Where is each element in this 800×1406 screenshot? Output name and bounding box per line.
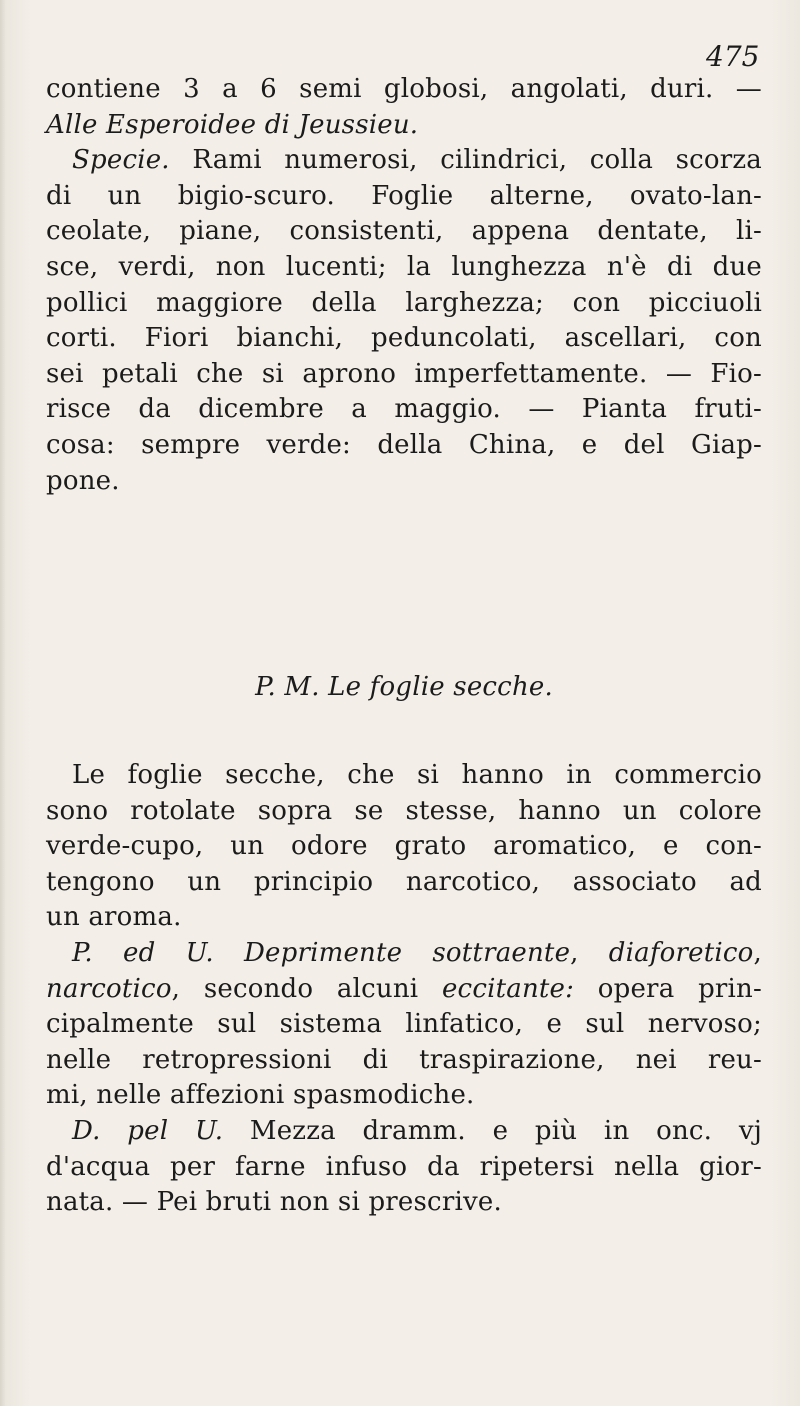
text-line: sce, verdi, non lucenti; la lunghezza n'è di due bbox=[46, 251, 762, 282]
body-text-bottom bbox=[46, 758, 762, 1221]
text-fragment: , secondo alcuni bbox=[171, 973, 442, 1004]
text-line: pone. bbox=[46, 465, 120, 496]
text-fragment: Rami numerosi, cilindrici, colla scorza bbox=[169, 145, 762, 176]
text-line: risce da dicembre a maggio. — Pianta fruti- bbox=[46, 394, 762, 425]
text-line bbox=[46, 1114, 762, 1150]
text-line: sono rotolate sopra se stesse, hanno un colore bbox=[46, 795, 762, 826]
text-line: nelle retropressioni di traspirazione, nei reu- bbox=[46, 1044, 762, 1075]
text-line: sei petali che si aprono imperfettamente. — Fio- bbox=[46, 358, 762, 389]
text-line: pollici maggiore della larghezza; con picciuoli bbox=[46, 287, 762, 318]
text-line bbox=[46, 936, 762, 972]
text-line: mi, nelle affezioni spasmodiche. bbox=[46, 1080, 475, 1111]
text-line: Le foglie secche, che si hanno in commercio bbox=[72, 760, 762, 790]
text-fragment: Mezza dramm. e più in onc. vj bbox=[223, 1115, 763, 1146]
text-fragment: , bbox=[753, 937, 762, 968]
heading-text: P. M. Le foglie secche. bbox=[255, 672, 553, 702]
text-line: nata. — Pei bruti non si prescrive. bbox=[46, 1187, 502, 1218]
text-line: corti. Fiori bianchi, peduncolati, ascellari, con bbox=[46, 323, 762, 354]
page-number: 475 bbox=[706, 40, 760, 73]
text-line: tengono un principio narcotico, associato ad bbox=[46, 866, 762, 897]
text-line bbox=[46, 972, 762, 1008]
body-text-top bbox=[46, 72, 762, 499]
term: eccitante: bbox=[441, 973, 575, 1004]
term: narcotico bbox=[46, 973, 172, 1004]
text-line: Alle Esperoidee di Jeussieu. bbox=[46, 109, 419, 140]
text-fragment: opera prin- bbox=[574, 973, 762, 1004]
text-line bbox=[46, 143, 762, 179]
text-line: cipalmente sul sistema linfatico, e sul nervoso; bbox=[46, 1009, 762, 1040]
text-line: ceolate, piane, consistenti, appena dentate, li- bbox=[46, 216, 762, 247]
text-line: d'acqua per farne infuso da ripetersi nella gior- bbox=[46, 1151, 762, 1182]
text-line: verde-cupo, un odore grato aromatico, e con- bbox=[46, 831, 762, 862]
term: diaforetico bbox=[608, 937, 754, 968]
text-line: contiene 3 a 6 semi globosi, angolati, duri. — bbox=[46, 74, 762, 104]
section-heading bbox=[46, 670, 762, 706]
species-label: Specie. bbox=[72, 145, 170, 176]
text-line: un aroma. bbox=[46, 902, 182, 933]
text-fragment: , bbox=[570, 937, 609, 968]
text-line: di un bigio-scuro. Foglie alterne, ovato-lan- bbox=[46, 180, 762, 211]
text-line: cosa: sempre verde: della China, e del Giap- bbox=[46, 429, 762, 460]
dose-label: D. pel U. bbox=[72, 1115, 224, 1146]
usage-label: P. ed U. Deprimente sottraente bbox=[72, 937, 571, 968]
